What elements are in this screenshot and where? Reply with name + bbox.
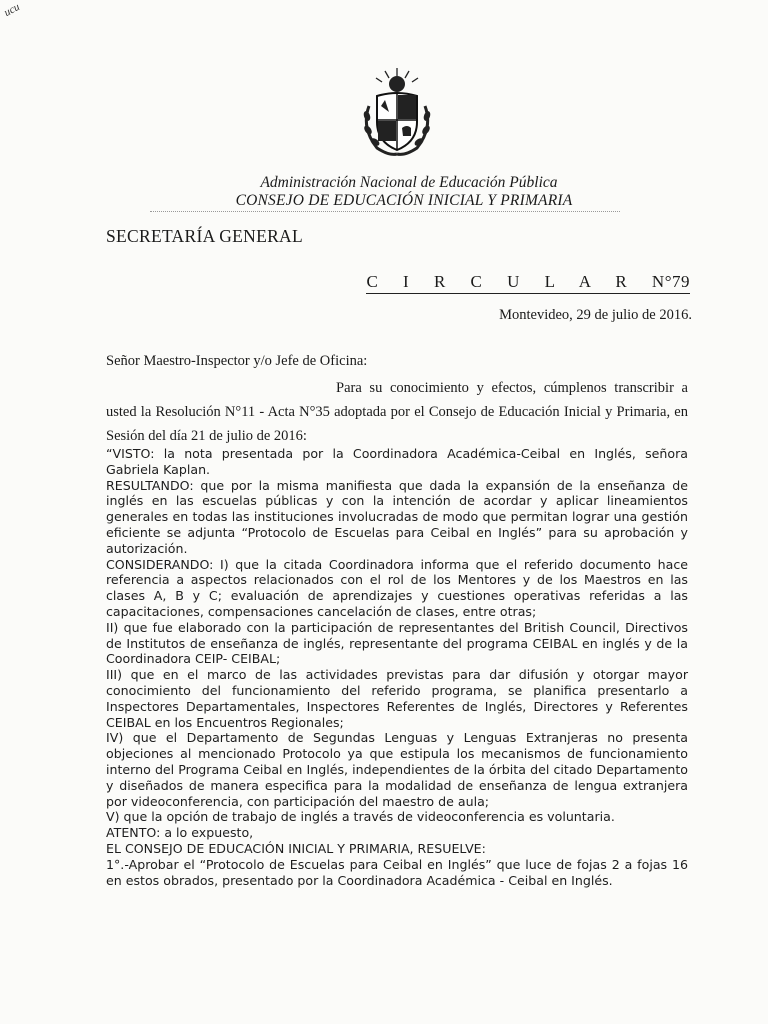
body-paragraph: V) que la opción de trabajo de inglés a través de videoconferencia es voluntaria.	[106, 809, 615, 825]
coat-of-arms-icon	[355, 66, 439, 158]
body-paragraph: III) que en el marco de las actividades previstas para dar difusión y otorgar mayor conocimiento del funcionamiento del referido programa, se planifica presentarlo a Inspectores Departamentales, Inspectores Referentes de Inglés, Directores y Referentes CEIBAL en los Encuentros Regionales;	[106, 667, 688, 730]
body-paragraph: RESULTANDO: que por la misma manifiesta que dada la expansión de la enseñanza de inglés en las escuelas públicas y con la intención de acordar y aplicar lineamientos generales en todas las instituciones involucradas de modo que permitan lograr una gestión eficiente se adjunta “Protocolo de Escuelas para Ceibal en Inglés” para su aprobación y autorización.	[106, 477, 688, 556]
department-title: SECRETARÍA GENERAL	[106, 226, 303, 246]
document-date: Montevideo, 29 de julio de 2016.	[499, 307, 692, 323]
institution-header	[0, 174, 768, 210]
body-paragraph: 1°.-Aprobar el “Protocolo de Escuelas para Ceibal en Inglés” que luce de fojas 2 a fojas 16 en estos obrados, presentado por la Coordinadora Académica - Ceibal en Inglés.	[106, 856, 688, 888]
handwritten-mark: ucu	[2, 0, 22, 20]
institution-name: Administración Nacional de Educación Pública	[260, 174, 558, 191]
circular-number	[366, 272, 690, 294]
header-divider	[150, 211, 620, 212]
intro-paragraph	[106, 376, 688, 448]
body-paragraph: EL CONSEJO DE EDUCACIÓN INICIAL Y PRIMARIA, RESUELVE:	[106, 840, 486, 856]
body-paragraph: II) que fue elaborado con la participación de representantes del British Council, Directivos de Institutos de enseñanza de inglés, representante del programa CEIBAL en inglés y de la Coordinadora CEIP- CEIBAL;	[106, 619, 688, 667]
salutation: Señor Maestro-Inspector y/o Jefe de Oficina:	[106, 353, 368, 369]
body-paragraph: IV) que el Departamento de Segundas Lenguas y Lenguas Extranjeras no presenta objeciones al mencionado Protocolo ya que estipula los mecanismos de funcionamiento interno del Programa Ceibal en Inglés, independientes de la órbita del citado Departamento y diseñados de manera especifica para la modalidad de enseñanza de lengua extranjera por videoconferencia, con participación del maestro de aula;	[106, 730, 688, 809]
circular-label: C I R C U L A R	[366, 272, 638, 291]
body-paragraph: CONSIDERANDO: I) que la citada Coordinadora informa que el referido documento hace referencia a aspectos relacionados con el rol de los Mentores y de los Maestros en las clases A, B y C; evaluación de aprendizajes y cuestiones operativas referidas a las capacitaciones, compensaciones cancelación de clases, entre otras;	[106, 556, 688, 619]
intro-text: Para su conocimiento y efectos, cúmplenos transcribir a usted la Resolución N°11 - Acta N°35 adoptada por el Consejo de Educación Inicial y Primaria, en Sesión del día 21 de julio de 2016:	[106, 380, 688, 444]
body-paragraph: “VISTO: la nota presentada por la Coordinadora Académica-Ceibal en Inglés, señora Gabriela Kaplan.	[106, 446, 688, 477]
council-name: CONSEJO DE EDUCACIÓN INICIAL Y PRIMARIA	[235, 192, 573, 209]
body-paragraph: ATENTO: a lo expuesto,	[106, 825, 254, 841]
resolution-body	[106, 446, 688, 888]
circular-num: N°79	[651, 272, 690, 291]
